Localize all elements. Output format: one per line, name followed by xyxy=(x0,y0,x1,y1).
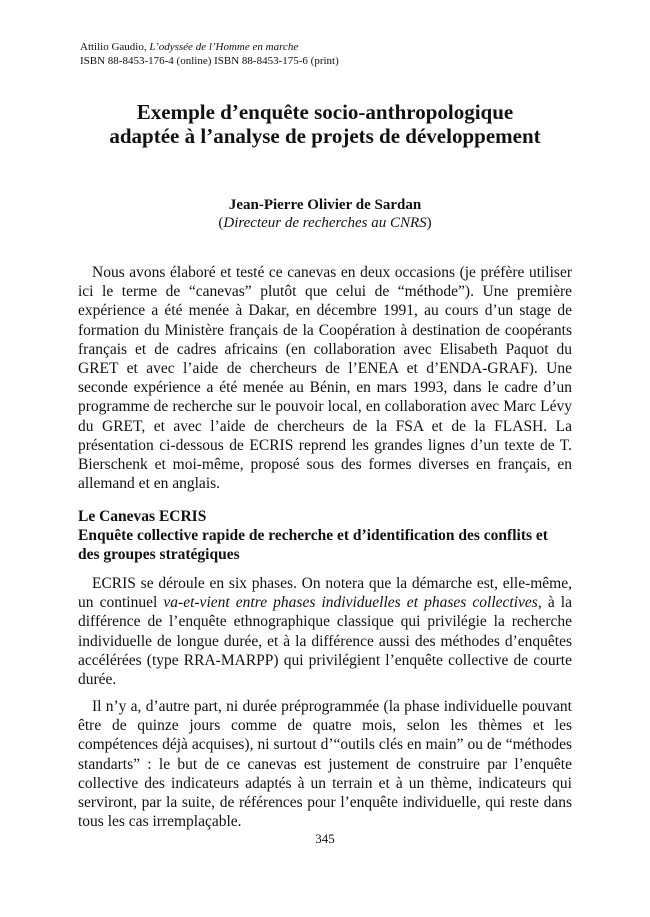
paragraph2-after: , à la différence de l’enquête ethnographique classique qui privilégie la recherche individuelle de longue durée, et à la différence aussi des méthodes d’enquêtes accélérées (type RRA-MARPP) qui privilégient l’enquête collective de courte durée. xyxy=(78,594,572,689)
running-head xyxy=(80,40,339,68)
duration-paragraph-text: Il n’y a, d’autre part, ni durée préprogrammée (la phase individuelle pouvant être de quinze jours comme de quatre mois, selon les thèmes et les compétences déjà acquises), ni surtout d’“outils clés en main” ou de “méthodes standarts” : le but de ce canevas est justement de construire par l’enquête collective des indicateurs adaptés à un terrain et à un thème, indicateurs qui serviront, par la suite, de références pour l’enquête individuelle, qui reste dans tous les cas irremplaçable. xyxy=(78,698,572,831)
ecris-phases-paragraph-text xyxy=(78,574,572,689)
section-heading: Le Canevas ECRIS xyxy=(78,508,207,525)
running-head-line1 xyxy=(80,40,339,54)
section-heading-block xyxy=(78,507,572,565)
article-title xyxy=(60,100,590,148)
affiliation-open-paren: ( xyxy=(218,215,224,231)
running-head-isbn: ISBN 88-8453-176-4 (online) ISBN 88-8453-175-6 (print) xyxy=(80,55,339,67)
author-name: Jean-Pierre Olivier de Sardan xyxy=(228,197,422,213)
paragraph2-before: ECRIS se déroule en six phases. On notera que la démarche est, elle-même, un continuel xyxy=(78,575,572,612)
page-number: 345 xyxy=(315,831,335,846)
author-affiliation xyxy=(60,213,590,233)
article-title-line2: adaptée à l’analyse de projets de développement xyxy=(109,124,541,148)
intro-paragraph xyxy=(78,263,572,493)
intro-paragraph-text: Nous avons élaboré et testé ce canevas en deux occasions (je préfère utiliser ici le terme de “canevas” plutôt que celui de “méthode”). Une première expérience a été menée à Dakar, en décembre 1991, au cours d’un stage de formation du Ministère français de la Coopération à destination de coopérants français et de cadres africains (en collaboration avec Elisabeth Paquot du GRET et avec l’aide de chercheurs de l’ENEA et d’ENDA-GRAF). Une seconde expérience a été menée au Bénin, en mars 1993, dans le cadre d’un programme de recherche sur le pouvoir local, en collaboration avec Marc Lévy du GRET, et avec l’aide de chercheurs de la FSA et de la FLASH. La présentation ci-dessous de ECRIS reprend les grandes lignes d’un texte de T. Bierschenk et moi-même, proposé sous des formes diverses en français, en allemand et en anglais. xyxy=(78,264,572,493)
affiliation-close-paren: ) xyxy=(426,215,432,231)
affiliation-text: Directeur de recherches au CNRS xyxy=(223,215,427,231)
duration-paragraph xyxy=(78,697,572,831)
running-head-book-title: L’odyssée de l’Homme en marche xyxy=(149,41,299,53)
ecris-phases-paragraph xyxy=(78,574,572,689)
paragraph2-emphasis: va-et-vient entre phases individuelles et phases collectives xyxy=(163,594,538,612)
running-head-author: Attilio Gaudio, xyxy=(80,41,147,53)
article-title-line1: Exemple d’enquête socio-anthropologique xyxy=(136,100,514,124)
section-subheading: Enquête collective rapide de recherche et d’identification des conflits et des groupes stratégiques xyxy=(78,527,548,564)
